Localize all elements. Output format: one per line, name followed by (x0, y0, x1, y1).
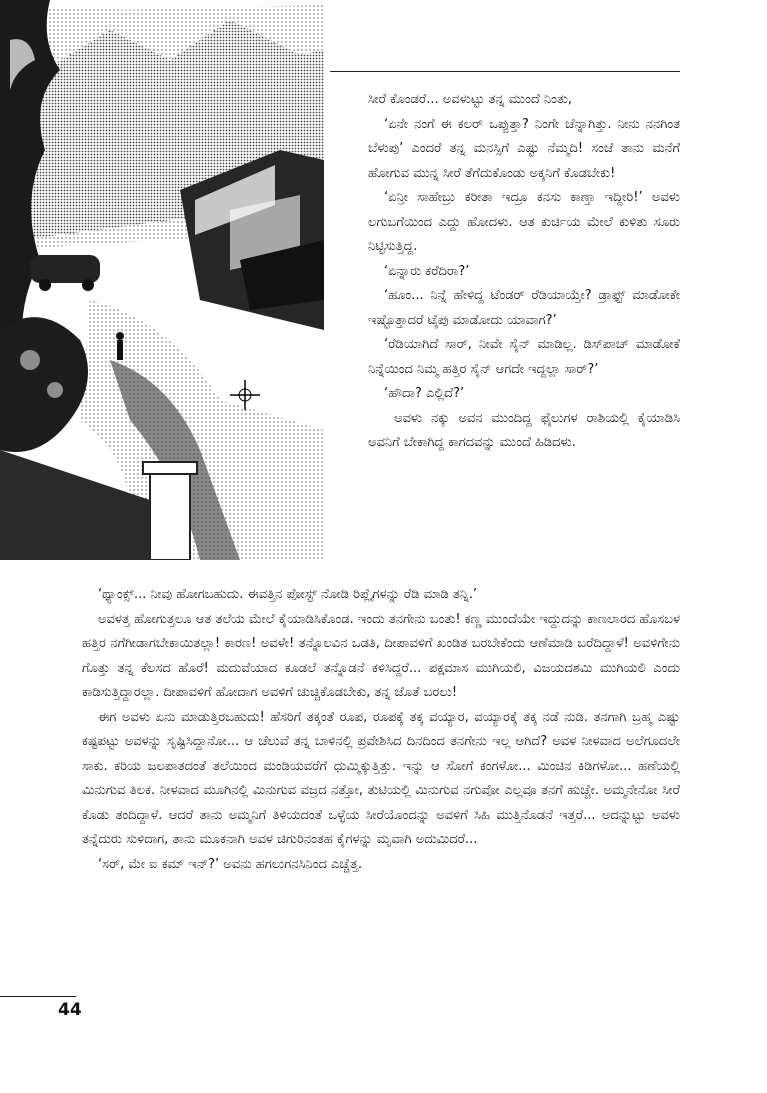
paragraph: ಈಗ ಅವಳು ಏನು ಮಾಡುತ್ತಿರಬಹುದು! ಹೆಸರಿಗೆ ತಕ್ಕಂತೆ ರೂಪ, ರೂಪಕ್ಕೆ ತಕ್ಕ ವಯ್ಯಾರ, ವಯ್ಯಾರಕ್ಕೆ ತಕ್ಕ ನಡೆ ನುಡಿ. ತನಗಾಗಿ ಬ್ರಹ್ಮ ಎಷ್ಟು ಕಷ್ಟಪಟ್ಟು ಅವಳನ್ನು ಸೃಷ್ಟಿಸಿದ್ದಾನೋ... ಆ ಚೆಲುವೆ ತನ್ನ ಬಾಳಿನಲ್ಲಿ ಪ್ರವೇಶಿಸಿದ ದಿನದಿಂದ ತನಗೇನು ಇಲ್ಲ ಆಗಿದೆ? ಅವಳ ನೀಳವಾದ ಅಲೆಗೂದಲೇ ಸಾಕು. ಕರಿಯ ಜಲಪಾತದಂತೆ ತಲೆಯಿಂದ ಮಂಡಿಯವರೆಗೆ ಧುಮ್ಮಿಕ್ಕುತ್ತಿತ್ತು. ಇನ್ನು ಆ ಸೋಗೆ ಕಂಗಳೋ... ಮಿಂಚಿನ ಕಿಡಿಗಳೋ... ಹಣೆಯಲ್ಲಿ ಮಿನುಗುವ ತಿಲಕ. ನೀಳವಾದ ಮೂಗಿನಲ್ಲಿ ಮಿನುಗುವ ವಜ್ರದ ನತ್ತೋ, ತುಟಿಯಲ್ಲಿ ಮಿನುಗುವ ನಗುವೋ ಎಲ್ಲವೂ ತನಗೆ ಹುಚ್ಚೇ. ಅಮ್ಮನೇನೋ ಸೀರೆ ಕೊಡು ತಂದಿದ್ದಾಳೆ. ಆದರೆ ತಾನು ಅಮ್ಮನಿಗೆ ತಿಳಿಯದಂತೆ ಒಳ್ಳೆಯ ಸೀರೆಯೊಂದನ್ನು ಅವಳಿಗೆ ಸಿಹಿ ಮುತ್ತಿನೊಡನೆ ಇತ್ತರೆ... ಅದನ್ನುಟ್ಟು ಅವಳು ತನ್ನೆದುರು ಸುಳಿದಾಗ, ತಾನು ಮೂಕನಾಗಿ ಅವಳ ಚಿಗುರಿನಂತಹ ಕೈಗಳನ್ನು ಮೃವಾಗಿ ಅದುಮಿದರೆ... (82, 709, 680, 847)
text-column-full (82, 583, 680, 877)
paragraph: ‘ರೆಡಿಯಾಗಿದೆ ಸಾರ್, ನೀವೇ ಸೈನ್ ಮಾಡಿಲ್ಲ. ಡಿಸ್‌ಪಾಚ್ ಮಾಡೋಕೆ ನಿನ್ನೆಯಿಂದ ನಿಮ್ಮ ಹತ್ತಿರ ಸೈನ್ ಆಗದೇ ಇದ್ದಲ್ಲಾ ಸಾರ್?’ (368, 337, 680, 377)
paragraph: ‘ಏನ್ರೀ ಸಾಹೇಬ್ರು ಕರೀತಾ ಇದ್ರೂ ಕನಸು ಕಾಣ್ತಾ ಇದ್ದೀರಿ!’ ಅವಳು ಲಗುಬಗೆಯಿಂದ ಎದ್ದು ಹೋದಳು. ಆತ ಕುರ್ಚಿಯ ಮೇಲೆ ಕುಳಿತು ಸೂರು ನಿಟ್ಟಿಸುತ್ತಿದ್ದ. (368, 190, 680, 254)
paragraph: ‘ಥ್ಯಾಂಕ್ಸ್... ನೀವು ಹೋಗಬಹುದು. ಈವತ್ತಿನ ಪೋಸ್ಟ್ ನೋಡಿ ರಿಪ್ಲೈಗಳನ್ನು ರೆಡಿ ಮಾಡಿ ತನ್ನಿ.’ (98, 587, 478, 602)
paragraph: ‘ಹೌದಾ? ಎಲ್ಲಿದೆ?’ (384, 386, 465, 401)
illustration-street-scene (0, 0, 324, 560)
top-divider (330, 71, 680, 72)
page-number: 44 (58, 1000, 82, 1020)
paragraph: ‘ಹೂಂ... ನಿನ್ನೆ ಹೇಳಿದ್ದ ಟೆಂಡರ್ ರೆಡಿಯಾಯ್ತೇ? ಡ್ರಾಫ್ಟ್ ಮಾಡೋಕೇ ಇಷ್ಟೊತ್ತಾದರೆ ಟೈಪು ಮಾಡೋದು ಯಾವಾಗ?’ (368, 288, 680, 328)
paragraph: ಅವಳು ನಕ್ಕು ಅವನ ಮುಂದಿದ್ದ ಫೈಲುಗಳ ರಾಶಿಯಲ್ಲಿ ಕೈಯಾಡಿಸಿ ಅವನಿಗೆ ಬೇಕಾಗಿದ್ದ ಕಾಗದವನ್ನು ಮುಂದೆ ಹಿಡಿದಳು. (368, 410, 680, 450)
paragraph: ‘ಏನ್ನಾರು ಕರೆದಿರಾ?’ (384, 263, 470, 279)
footer-divider (0, 996, 76, 997)
paragraph: ಸೀರೆ ಕೊಂಡರೆ... ಅವಳುಟ್ಟು ತನ್ನ ಮುಂದೆ ನಿಂತು, (368, 92, 573, 107)
paragraph: ‘ಸರ್, ಮೇ ಐ ಕಮ್ ಇನ್?’ ಅವನು ಹಗಲುಗನಸಿನಿಂದ ಎಚ್ಚೆತ್ತ. (98, 856, 363, 872)
paragraph: ‘ಏನೇ ನಂಗೆ ಈ ಕಲರ್ ಒಪ್ಪುತ್ತಾ? ನಿಂಗೇ ಚೆನ್ನಾಗಿತ್ತು. ನೀನು ನನಗಿಂತ ಬೆಳುಪು’ ಎಂದರೆ ತನ್ನ ಮನಸ್ಸಿಗೆ ಎಷ್ಟು ನೆಮ್ಮದಿ! ಸಂಜೆ ತಾನು ಮನೆಗೆ ಹೋಗುವ ಮುನ್ನ ಸೀರೆ ತೆಗೆದುಕೊಂಡು ಅಕ್ಕನಿಗೆ ಕೊಡಬೇಕು! (368, 116, 680, 181)
paragraph: ಅವಳತ್ತ ಹೋಗುತ್ತಲೂ ಆತ ತಲೆಯ ಮೇಲೆ ಕೈಯಾಡಿಸಿಕೊಂಡ. ಇಂದು ತನಗೇನು ಬಂತು! ಕಣ್ಣ ಮುಂದೆಯೇ ಇದ್ದುದನ್ನು ಕಾಣಲಾರದ ಹೊಸಬಳ ಹತ್ತಿರ ನಗೆಗೀಡಾಗಬೇಕಾಯಿತಲ್ಲಾ! ಕಾರಣ! ಅವಳೇ! ತನ್ನೊಲವಿನ ಒಡತಿ, ದೀಪಾವಳಿಗೆ ಖಂಡಿತ ಬರಬೇಕೆಂದು ಆಣೆಮಾಡಿ ಬರೆದಿದ್ದಾಳೆ! ಅವಳಿಗೇನು ಗೊತ್ತು ತನ್ನ ಕೆಲಸದ ಹೊರೆ! ಮದುವೆಯಾದ ಕೂಡಲೆ ತನ್ನೊಡನೆ ಕಳಿಸಿದ್ದರೆ... ಪಕ್ಷಮಾಸ ಮುಗಿಯಲಿ, ವಿಜಯದಶಮಿ ಮುಗಿಯಲಿ ಎಂದು ಕಾಡಿಸುತ್ತಿದ್ದಾರಲ್ಲಾ. ದೀಪಾವಳಿಗೆ ಹೋದಾಗ ಅವಳಿಗೆ ಚುಚ್ಚಿಕೊಡಬೇಕು, ತನ್ನ ಜೊತೆ ಬರಲು! (82, 611, 680, 700)
text-column-right (368, 88, 680, 456)
